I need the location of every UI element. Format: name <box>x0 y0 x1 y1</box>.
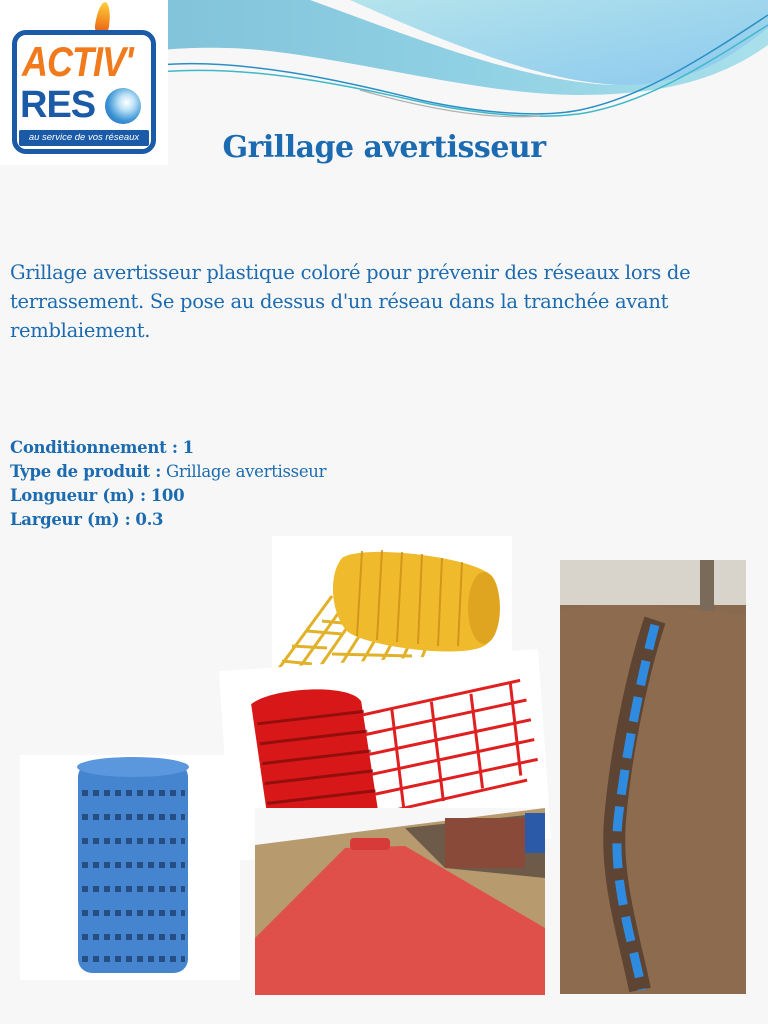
spec-longueur <box>10 484 510 508</box>
logo-tagline: au service de vos réseaux <box>19 130 149 146</box>
product-description: Grillage avertisseur plastique coloré pour prévenir des réseaux lors de terrassement. Se pose au dessus d'un réseau dans la tranchée avant remblaiement. <box>10 261 691 342</box>
red-mesh-field-photo <box>255 808 545 995</box>
spec-label: Conditionnement : <box>10 438 178 457</box>
logo-text-activ: ACTIV' <box>22 38 133 86</box>
spec-label: Largeur (m) : <box>10 510 131 529</box>
spec-value: 1 <box>182 438 194 457</box>
spec-label: Longueur (m) : <box>10 486 146 505</box>
blue-mesh-roll-image <box>20 755 240 980</box>
spec-value: 0.3 <box>135 510 164 529</box>
water-drop-icon <box>105 88 141 124</box>
spec-label: Type de produit : <box>10 462 162 481</box>
spec-value: Grillage avertisseur <box>165 462 327 481</box>
header-wave-decoration <box>160 0 768 125</box>
spec-type-produit <box>10 460 510 484</box>
logo-text-reso: RES <box>20 84 96 126</box>
spec-value: 100 <box>150 486 185 505</box>
product-specs <box>10 436 510 532</box>
spec-largeur <box>10 508 510 532</box>
spec-conditionnement <box>10 436 510 460</box>
page-title: Grillage avertisseur <box>222 130 546 165</box>
blue-mesh-trench-photo <box>560 560 746 994</box>
